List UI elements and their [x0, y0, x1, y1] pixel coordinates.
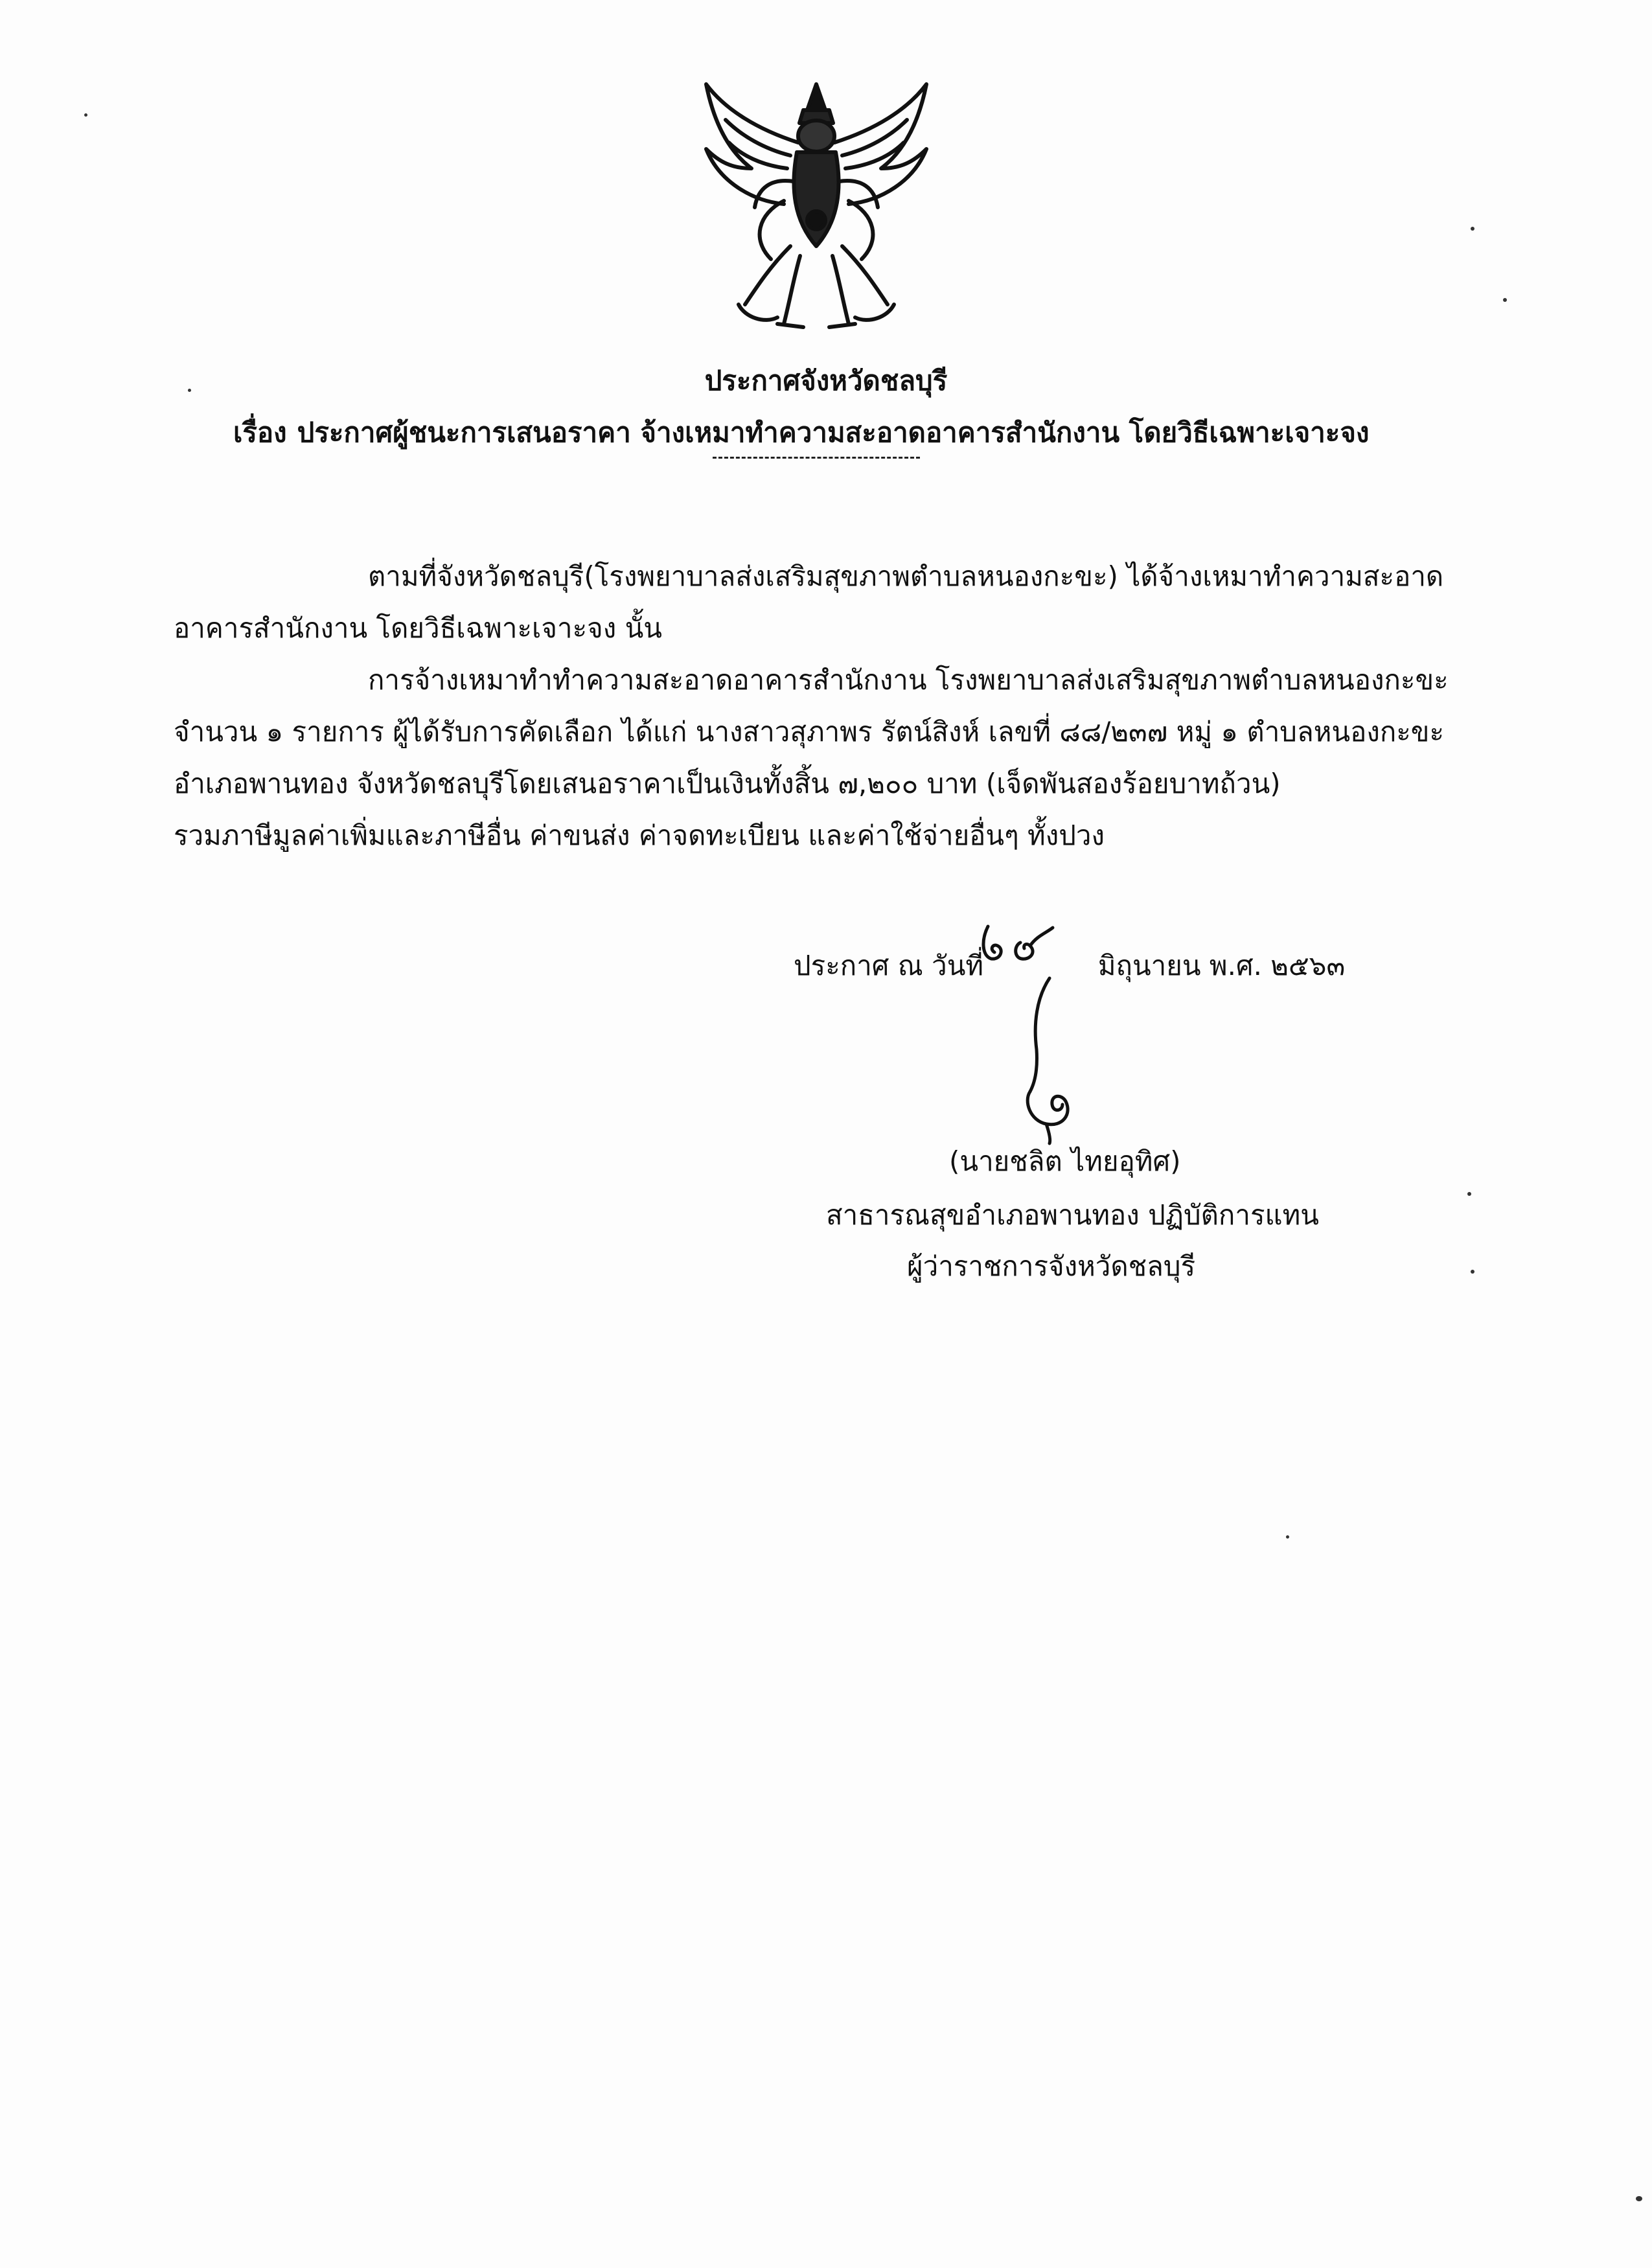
- paragraph-2-line-3: อำเภอพานทอง จังหวัดชลบุรีโดยเสนอราคาเป็นเงินทั้งสิ้น ๗,๒๐๐ บาท (เจ็ดพันสองร้อยบาทถ้วน): [174, 768, 1281, 799]
- scan-speck: [1503, 298, 1507, 302]
- scan-speck: [1471, 227, 1474, 231]
- garuda-emblem: [680, 71, 952, 343]
- document-body: [174, 551, 1456, 862]
- scan-speck: [188, 389, 191, 392]
- document-subject: [233, 411, 1464, 454]
- subject-text: ประกาศผู้ชนะการเสนอราคา จ้างเหมาทำความสะอาดอาคารสำนักงาน โดยวิธีเฉพาะเจาะจง: [297, 417, 1370, 448]
- paragraph-1-line-2: อาคารสำนักงาน โดยวิธีเฉพาะเจาะจง นั้น: [174, 612, 663, 644]
- paragraph-2-line-4: รวมภาษีมูลค่าเพิ่มและภาษีอื่น ค่าขนส่ง ค่าจดทะเบียน และค่าใช้จ่ายอื่นๆ ทั้งปวง: [174, 819, 1105, 851]
- subject-label: เรื่อง: [233, 417, 287, 448]
- paragraph-1: [174, 551, 1456, 602]
- document-title: ประกาศจังหวัดชลบุรี: [704, 365, 948, 396]
- paragraph-2-line-2: จำนวน ๑ รายการ ผู้ได้รับการคัดเลือก ได้แก่ นางสาวสุภาพร รัตน์สิงห์ เลขที่ ๘๘/๒๓๗ หมู่ ๑ ตำบลหนองกะขะ: [174, 716, 1445, 748]
- signature-mark: [998, 972, 1114, 1147]
- paragraph-2-line-1: การจ้างเหมาทำทำความสะอาดอาคารสำนักงาน โรงพยาบาลส่งเสริมสุขภาพตำบลหนองกะขะ: [368, 664, 1449, 696]
- signatory-name: (นายชลิต ไทยอุทิศ): [949, 1145, 1181, 1177]
- date-prefix: ประกาศ ณ วันที่: [794, 950, 984, 981]
- scan-speck: [1467, 1192, 1471, 1196]
- paragraph-1-line-1: ตามที่จังหวัดชลบุรี(โรงพยาบาลส่งเสริมสุขภาพตำบลหนองกะขะ) ได้จ้างเหมาทำความสะอาด: [368, 560, 1444, 592]
- scan-speck: [1636, 2196, 1642, 2201]
- signatory-position-line-2: ผู้ว่าราชการจังหวัดชลบุรี: [907, 1250, 1196, 1282]
- scan-speck: [1286, 1535, 1289, 1539]
- scan-speck: [84, 113, 87, 117]
- paragraph-2: [174, 654, 1456, 706]
- title-divider: [713, 457, 920, 459]
- date-suffix: มิถุนายน พ.ศ. ๒๕๖๓: [1097, 950, 1346, 981]
- handwritten-day: [975, 920, 1059, 972]
- signatory-position-line-1: สาธารณสุขอำเภอพานทอง ปฏิบัติการแทน: [826, 1199, 1319, 1231]
- scan-speck: [1471, 1270, 1474, 1274]
